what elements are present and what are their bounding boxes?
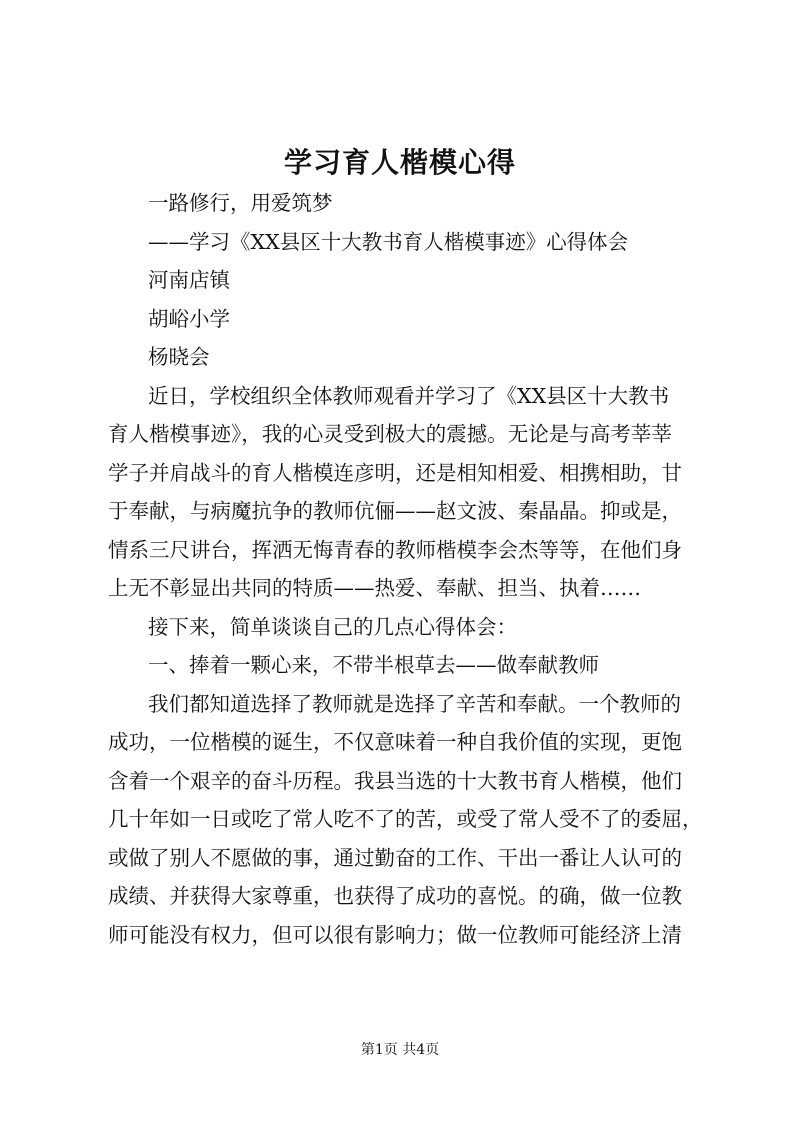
page-footer: 第1页 共4页 <box>360 1042 440 1058</box>
author-line: 河南店镇 <box>148 268 230 292</box>
paragraph-line: 上无不彰显出共同的特质——热爱、奉献、担当、执着…… <box>108 576 641 600</box>
paragraph-line: 师可能没有权力，但可以很有影响力；做一位教师可能经济上清 <box>108 922 682 947</box>
paragraph-line: 近日，学校组织全体教师观看并学习了《XX县区十大教书 <box>148 383 670 408</box>
paragraph-line: 成绩、并获得大家尊重，也获得了成功的喜悦。的确，做一位教 <box>108 884 682 908</box>
paragraph-line: 育人楷模事迹》，我的心灵受到极大的震撼。无论是与高考莘莘 <box>108 422 672 446</box>
author-line: 杨晓会 <box>148 345 210 369</box>
paragraph-line: 学子并肩战斗的育人楷模连彦明，还是相知相爱、相携相助，甘 <box>108 460 682 485</box>
paragraph-line: 成功，一位楷模的诞生，不仅意味着一种自我价值的实现，更饱 <box>108 730 682 754</box>
paragraph-line: 含着一个艰辛的奋斗历程。我县当选的十大教书育人楷模，他们 <box>108 768 682 793</box>
subtitle-line: 一路修行，用爱筑梦 <box>148 191 333 215</box>
paragraph-line: 接下来，简单谈谈自己的几点心得体会： <box>148 614 517 639</box>
page-title: 学习育人楷模心得 <box>283 146 516 179</box>
document-body <box>108 184 703 954</box>
paragraph-line: 或做了别人不愿做的事，通过勤奋的工作、干出一番让人认可的 <box>108 845 682 870</box>
paragraph-line: 于奉献，与病魔抗争的教师伉俪——赵文波、秦晶晶。抑或是， <box>108 499 682 523</box>
section-heading: 一、捧着一颗心来，不带半根草去——做奉献教师 <box>148 653 599 677</box>
paragraph-line: 我们都知道选择了教师就是选择了辛苦和奉献。一个教师的 <box>148 691 681 716</box>
author-line: 胡峪小学 <box>148 306 230 331</box>
subtitle-line: ——学习《XX县区十大教书育人楷模事迹》心得体会 <box>148 229 629 254</box>
paragraph-line: 几十年如一日或吃了常人吃不了的苦，或受了常人受不了的委屈， <box>108 807 703 831</box>
paragraph-line: 情系三尺讲台，挥洒无悔青春的教师楷模李会杰等等，在他们身 <box>108 537 682 562</box>
